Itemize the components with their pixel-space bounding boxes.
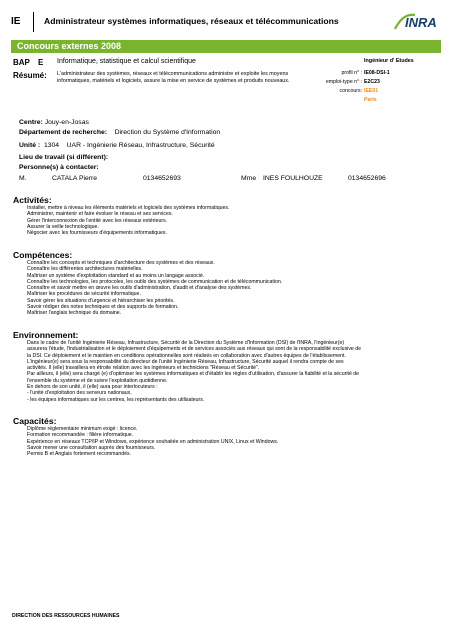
centre-label: Centre: <box>19 119 43 126</box>
logo-text: INRA <box>405 15 437 30</box>
contact-1-phone: 0134652693 <box>143 175 181 182</box>
emploi-label: emploi-type n° : <box>325 79 362 85</box>
resume-text: L'administrateur des systèmes, réseaux et télécommunications administre et exploite les moyens informatiques, matériels et logiciels, assure la mise en service de systèmes et produits nouveaux. <box>57 71 290 84</box>
bap-value: E <box>38 58 44 67</box>
departement <box>19 129 220 136</box>
environnement-body: Dans le cadre de l'unité Ingénierie Réseau, Infrastructure, Sécurité de la Direction du Système d'Information (DSI) de l'INRA, l'ingénieur(e) assurera l'étude, l'industrialisation et le déploiement d'équipements et de services associés aux réseaux qui sont de la responsabilité exclusive de la DSI. Ce déploiement et le maintien en conditions opérationnelles sont réalisés en collaboration avec d'autres équipes de l'établissement. L'ingénieur(e) sera sous la responsabilité du directeur de l'unité Ingénierie Réseau, Infrastructure, Sécurité auquel il rendra compte de ses activités. Il (elle) travaillera en étroite relation avec les ingénieurs et techniciens "Réseau et Sécurité". Par ailleurs, il (elle) sera chargé (e) d'optimiser les systèmes informatiques et d'établir les règles d'utilisation, d'assurer la fiabilité et la sécurité de l'ensemble du système et de suivre l'exploitation quotidienne. En dehors de son unité, il (elle) aura pour interlocuteurs : - l'unité d'exploitation des serveurs nationaux, - les équipes informatiques sur les centres, les représentants des utilisateurs. <box>27 340 362 403</box>
unite-code: 1304 <box>43 142 60 149</box>
header-code: IE <box>11 16 21 27</box>
profil-value: IE08-DSI-1 <box>364 70 390 76</box>
unite-label: Unité : <box>19 142 41 149</box>
concours-value: IEE01 <box>364 88 379 94</box>
activites-body: Installer, mettre à niveau les éléments matériels et logiciels des systèmes informatiques. Administrer, maintenir et faire évoluer le réseau et ses services. Gérer l'interconnexion de l'entité avec les réseaux extérieurs. Assurer la veille technologique. Négocier avec les fournisseurs d'équipements informatiques. <box>27 205 230 237</box>
personnes-label: Personne(s) à contacter: <box>19 164 99 171</box>
competences-body: Connaître les concepts et techniques d'architecture des systèmes et des réseaux. Connaître les différentes architectures matérielles. Maîtriser un système d'exploitation standard et au moins un langage associé. Connaître les technologies, les protocoles, les outils des systèmes de communication et de télécommunication. Connaître et savoir mettre en œuvre les outils d'administration, d'audit et d'analyse des systèmes. Maîtriser les procédures de sécurité informatique. Savoir gérer les situations d'urgence et hiérarchiser les priorités. Savoir rédiger des notes techniques et des supports de formation. Maîtriser l'anglais technique du domaine. <box>27 260 283 317</box>
grade: Ingénieur d' Etudes <box>364 58 414 64</box>
contact-1-name: CATALA Pierre <box>52 175 98 182</box>
resume-label: Résumé: <box>13 71 47 80</box>
lieu-value: Paris <box>364 97 377 103</box>
unite <box>19 142 215 149</box>
lieu-label: Lieu de travail (si différent): <box>19 154 109 161</box>
centre-value: Jouy-en-Josas <box>44 119 89 126</box>
centre <box>19 119 89 126</box>
contact-2-civ: Mme <box>241 175 257 182</box>
capacites-title: Capacités: <box>13 416 57 426</box>
profile-block <box>316 70 390 103</box>
bap-label: BAP <box>13 58 30 67</box>
competences-title: Compétences: <box>13 250 73 260</box>
environnement-title: Environnement: <box>13 330 79 340</box>
emploi-value: E2C23 <box>364 79 380 85</box>
profil-label: profil n° : <box>341 70 362 76</box>
contact-1-civ: M. <box>19 175 27 182</box>
departement-value: Direction du Système d'Information <box>114 129 221 136</box>
unite-value: UAR - Ingénierie Réseau, Infrastructure, Sécurité <box>66 142 215 149</box>
contact-2-name: INES FOULHOUZE <box>263 175 323 182</box>
bap-text: Informatique, statistique et calcul scientifique <box>57 58 196 65</box>
footer: DIRECTION DES RESSOURCES HUMAINES <box>12 613 120 619</box>
activites-title: Activités: <box>13 195 52 205</box>
header-divider <box>33 12 34 32</box>
concours-label: concours: <box>339 88 362 94</box>
banner-text: Concours externes 2008 <box>17 41 122 51</box>
capacites-body: Diplôme réglementaire minimum exigé : licence. Formation recommandée : filière informatique. Expérience en réseaux TCP/IP et Windows, expérience souhaitée en administration UNIX, Linux et Windows. Savoir mener une consultation auprès des fournisseurs. Permis B et Anglais fortement recommandés. <box>27 426 279 458</box>
banner <box>11 40 441 53</box>
inra-logo <box>393 9 441 33</box>
departement-label: Département de recherche: <box>19 129 108 136</box>
contact-2-phone: 0134652696 <box>348 175 386 182</box>
header-title: Administrateur systèmes informatiques, réseaux et télécommunications <box>44 16 339 26</box>
